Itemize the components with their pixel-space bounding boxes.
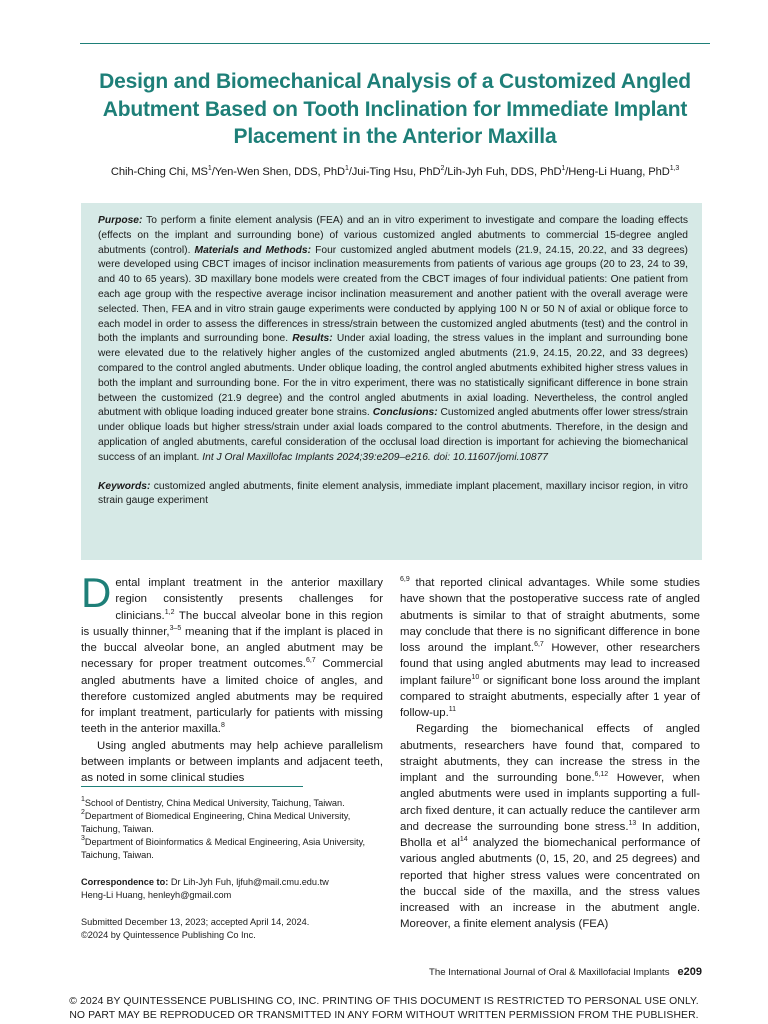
submitted-date: Submitted December 13, 2023; accepted April 14, 2024. — [81, 917, 310, 927]
keywords-text: customized angled abutments, finite element analysis, immediate implant placement, maxillary incisor region, in vitro strain gauge experiment — [98, 480, 689, 507]
purpose-text: To perform a finite element analysis (FEA) and an in vitro experiment to investigate and compare the loading effects (effects on the implant and surrounding bone) of various customized angled abutments to commercial 15-degree angled abutments (control). — [98, 215, 689, 256]
citation-sup: 8 — [220, 722, 225, 730]
affiliation-item — [81, 836, 381, 862]
author-affiliation-sup: 1,3 — [669, 165, 680, 172]
citation-sup: 6,7 — [305, 657, 316, 665]
page-footer — [300, 966, 702, 978]
author-affiliation-sup: 1 — [561, 165, 566, 172]
citation-sup: 6,7 — [534, 641, 544, 648]
body-text: Commercial angled abutments have a limited choice of angles, and therefore customized angled abutments may be required for implant treatment, particularly for patients with missing teeth in the anterior maxilla. — [81, 658, 383, 736]
submission-info — [81, 916, 381, 942]
body-paragraph-1 — [81, 569, 383, 738]
keywords — [98, 480, 688, 510]
results-label: Results: — [292, 333, 333, 345]
correspondence-line: Dr Lih-Jyh Fuh, ljfuh@mail.cmu.edu.tw — [168, 877, 329, 887]
abstract-box — [81, 203, 702, 560]
body-text: meaning that if the implant is placed in the buccal alveolar bone, an angled abutment may be necessary for proper treatment outcomes. — [81, 625, 383, 671]
affiliation-text: Department of Bioinformatics & Medical Engineering, Asia University, Taichung, Taiwan. — [81, 837, 366, 860]
top-rule — [80, 43, 710, 44]
journal-name: The International Journal of Oral & Maxillofacial Implants — [429, 967, 670, 978]
citation-sup: 13 — [628, 819, 637, 827]
citation-sup: 11 — [448, 706, 457, 713]
body-text: analyzed the biomechanical performance of various angled abutments (0, 15, 20, and 25 degrees) and reported that higher stress values were concentrated on the buccal side of the maxilla, and the stress values increased with an increase in the abutment angle. Moreover, a finite element analysis (FEA) — [400, 837, 701, 931]
article-title: Design and Biomechanical Analysis of a Customized Angled Abutment Based on Tooth Inclination for Immediate Implant Placement in the Anterior Maxilla — [99, 70, 691, 148]
citation-sup: 3–5 — [169, 624, 182, 632]
affiliation-item — [81, 797, 381, 810]
body-text: that reported clinical advantages. While some studies have shown that the postoperative success rate of angled abutments is similar to that of straight abutments, some may conclude that there is no significant difference in bone loss around the implant. — [400, 577, 700, 654]
body-paragraph-2-cont — [400, 575, 700, 721]
citation-sup: 1,2 — [164, 608, 175, 616]
correspondence-line: Heng-Li Huang, henleyh@gmail.com — [81, 890, 232, 900]
methods-text: Four customized angled abutment models (21.9, 24.15, 20.22, and 33 degrees) were developed using CBCT images of incisor inclination measurements from patients of various age groups (20 to 23, 24 to 39, and 40 to 65 years). 3D maxillary bone models were created from the CBCT images of four individual patients: One patient from each age group with the respective average incisor inclination measurement and another patient with the overall average were selected. Then, FEA and in vitro strain gauge experiments were conducted by applying 100 N or 50 N of axial or oblique force to each model in order to assess the differences in stress/strain between the customized angled abutments (test) and the control in both the implants and surrounding bone. — [98, 244, 688, 345]
affiliations — [81, 797, 381, 862]
author: Yen-Wen Shen, DDS, PhD — [214, 166, 345, 178]
citation-sup: 10 — [471, 673, 480, 681]
body-column-left — [81, 569, 383, 787]
copyright-notice — [20, 995, 748, 1022]
correspondence-label: Correspondence to: — [81, 877, 169, 887]
purpose-label: Purpose: — [98, 215, 143, 226]
abstract-text — [98, 214, 688, 466]
body-text: In addition, Bholla et al — [400, 820, 700, 849]
conclusions-label: Conclusions: — [372, 407, 438, 419]
keywords-label: Keywords: — [98, 480, 151, 492]
body-text: or significant bone loss around the implant compared to straight abutments, especially after 1 year of follow-up. — [400, 674, 700, 719]
author: Chih-Ching Chi, MS — [110, 166, 208, 178]
copyright-line: ©2024 by Quintessence Publishing Co Inc. — [81, 930, 256, 940]
author: Heng-Li Huang, PhD — [568, 166, 670, 178]
page-number: e209 — [677, 966, 702, 978]
results-text: Under axial loading, the stress values in the implant and surrounding bone were elevated due to the relatively higher angles of the customized angled abutments (21.9, 24.15, 20.22, and 33 degrees) compared to the control angled abutments. Under oblique loading, the control angled abutments exhibited higher stress values in both the implant and surrounding bone. For the in vitro experiment, there was no statistically significant difference in bone strain between the customized (21.9 degree) and the control angled abutments in axial loading. Nevertheless, the control angled abutment with oblique loading induced greater bone strains. — [98, 333, 689, 419]
notice-line: NO PART MAY BE REPRODUCED OR TRANSMITTED IN ANY FORM WITHOUT WRITTEN PERMISSION FROM THE PUBLISHER. — [69, 1009, 699, 1021]
notice-line: © 2024 BY QUINTESSENCE PUBLISHING CO, INC. PRINTING OF THIS DOCUMENT IS RESTRICTED TO PERSONAL USE ONLY. — [69, 996, 699, 1007]
author-affiliation-sup: 1 — [344, 165, 349, 172]
methods-label: Materials and Methods: — [194, 244, 311, 256]
citation-sup: 6,12 — [594, 771, 609, 778]
conclusions-text: Customized angled abutments offer lower stress/strain under oblique loads but higher stress/strain under axial loads compared to the control abutments. Therefore, in the design and application of angled abutments, careful consideration of the occlusal load direction is important for achieving the biomechanical success of an implant. — [98, 407, 688, 463]
body-paragraph-3 — [400, 721, 700, 932]
correspondence — [81, 876, 381, 902]
body-text: However, when angled abutments were used in implants supporting a full-arch fixed denture, it can actually reduce the cantilever arm and decrease the surrounding bone stress. — [400, 772, 700, 833]
citation: Int J Oral Maxillofac Implants 2024;39:e209–e216. doi: 10.11607/jomi.10877 — [202, 451, 548, 463]
affiliation-sup: 1 — [81, 796, 85, 803]
drop-cap: D — [81, 569, 112, 616]
author-list: Chih-Ching Chi, $MS^1/Yen$-Wen Shen, DDS, PhD$^1$/Jui-Ting Hsu, PhD$^2$/Lih-Jyh Fuh, DDS, PhD$^1$/Heng-Li Huang, PhD$^{1,3}$ — [110, 165, 680, 178]
body-text: The buccal alveolar bone in this region is usually thinner, — [81, 609, 383, 638]
affiliation-text: Department of Biomedical Engineering, China Medical University, Taichung, Taiwan. — [81, 811, 351, 834]
body-column-right — [400, 575, 700, 933]
affiliation-sup: 2 — [81, 809, 85, 816]
body-text: Regarding the biomechanical effects of angled abutments, researchers have found that, compared to straight abutments, they can increase the stress in the implant and the surrounding bone. — [400, 723, 700, 784]
body-text: Using angled abutments may help achieve parallelism between implants or between implants and adjacent teeth, as noted in some clinical studies — [81, 739, 383, 784]
body-paragraph-2 — [81, 738, 383, 787]
author: Lih-Jyh Fuh, DDS, PhD — [447, 166, 562, 178]
author-affiliation-sup: 1 — [207, 165, 212, 172]
author: Jui-Ting Hsu, PhD — [351, 166, 441, 178]
affiliation-text: School of Dentistry, China Medical University, Taichung, Taiwan. — [84, 798, 345, 808]
author-affiliation-sup: 2 — [440, 165, 445, 172]
affiliation-item — [81, 810, 381, 836]
body-text: ental implant treatment in the anterior maxillary region consistently presents challenges for clinicians. — [115, 577, 383, 622]
citation-sup: 6,9 — [400, 576, 410, 583]
body-text: However, other researchers found that using angled abutments may lead to increased implant failure — [400, 642, 700, 687]
citation-sup: 14 — [459, 836, 468, 843]
affiliation-sup: 3 — [81, 835, 85, 842]
footnote-rule — [81, 786, 303, 787]
